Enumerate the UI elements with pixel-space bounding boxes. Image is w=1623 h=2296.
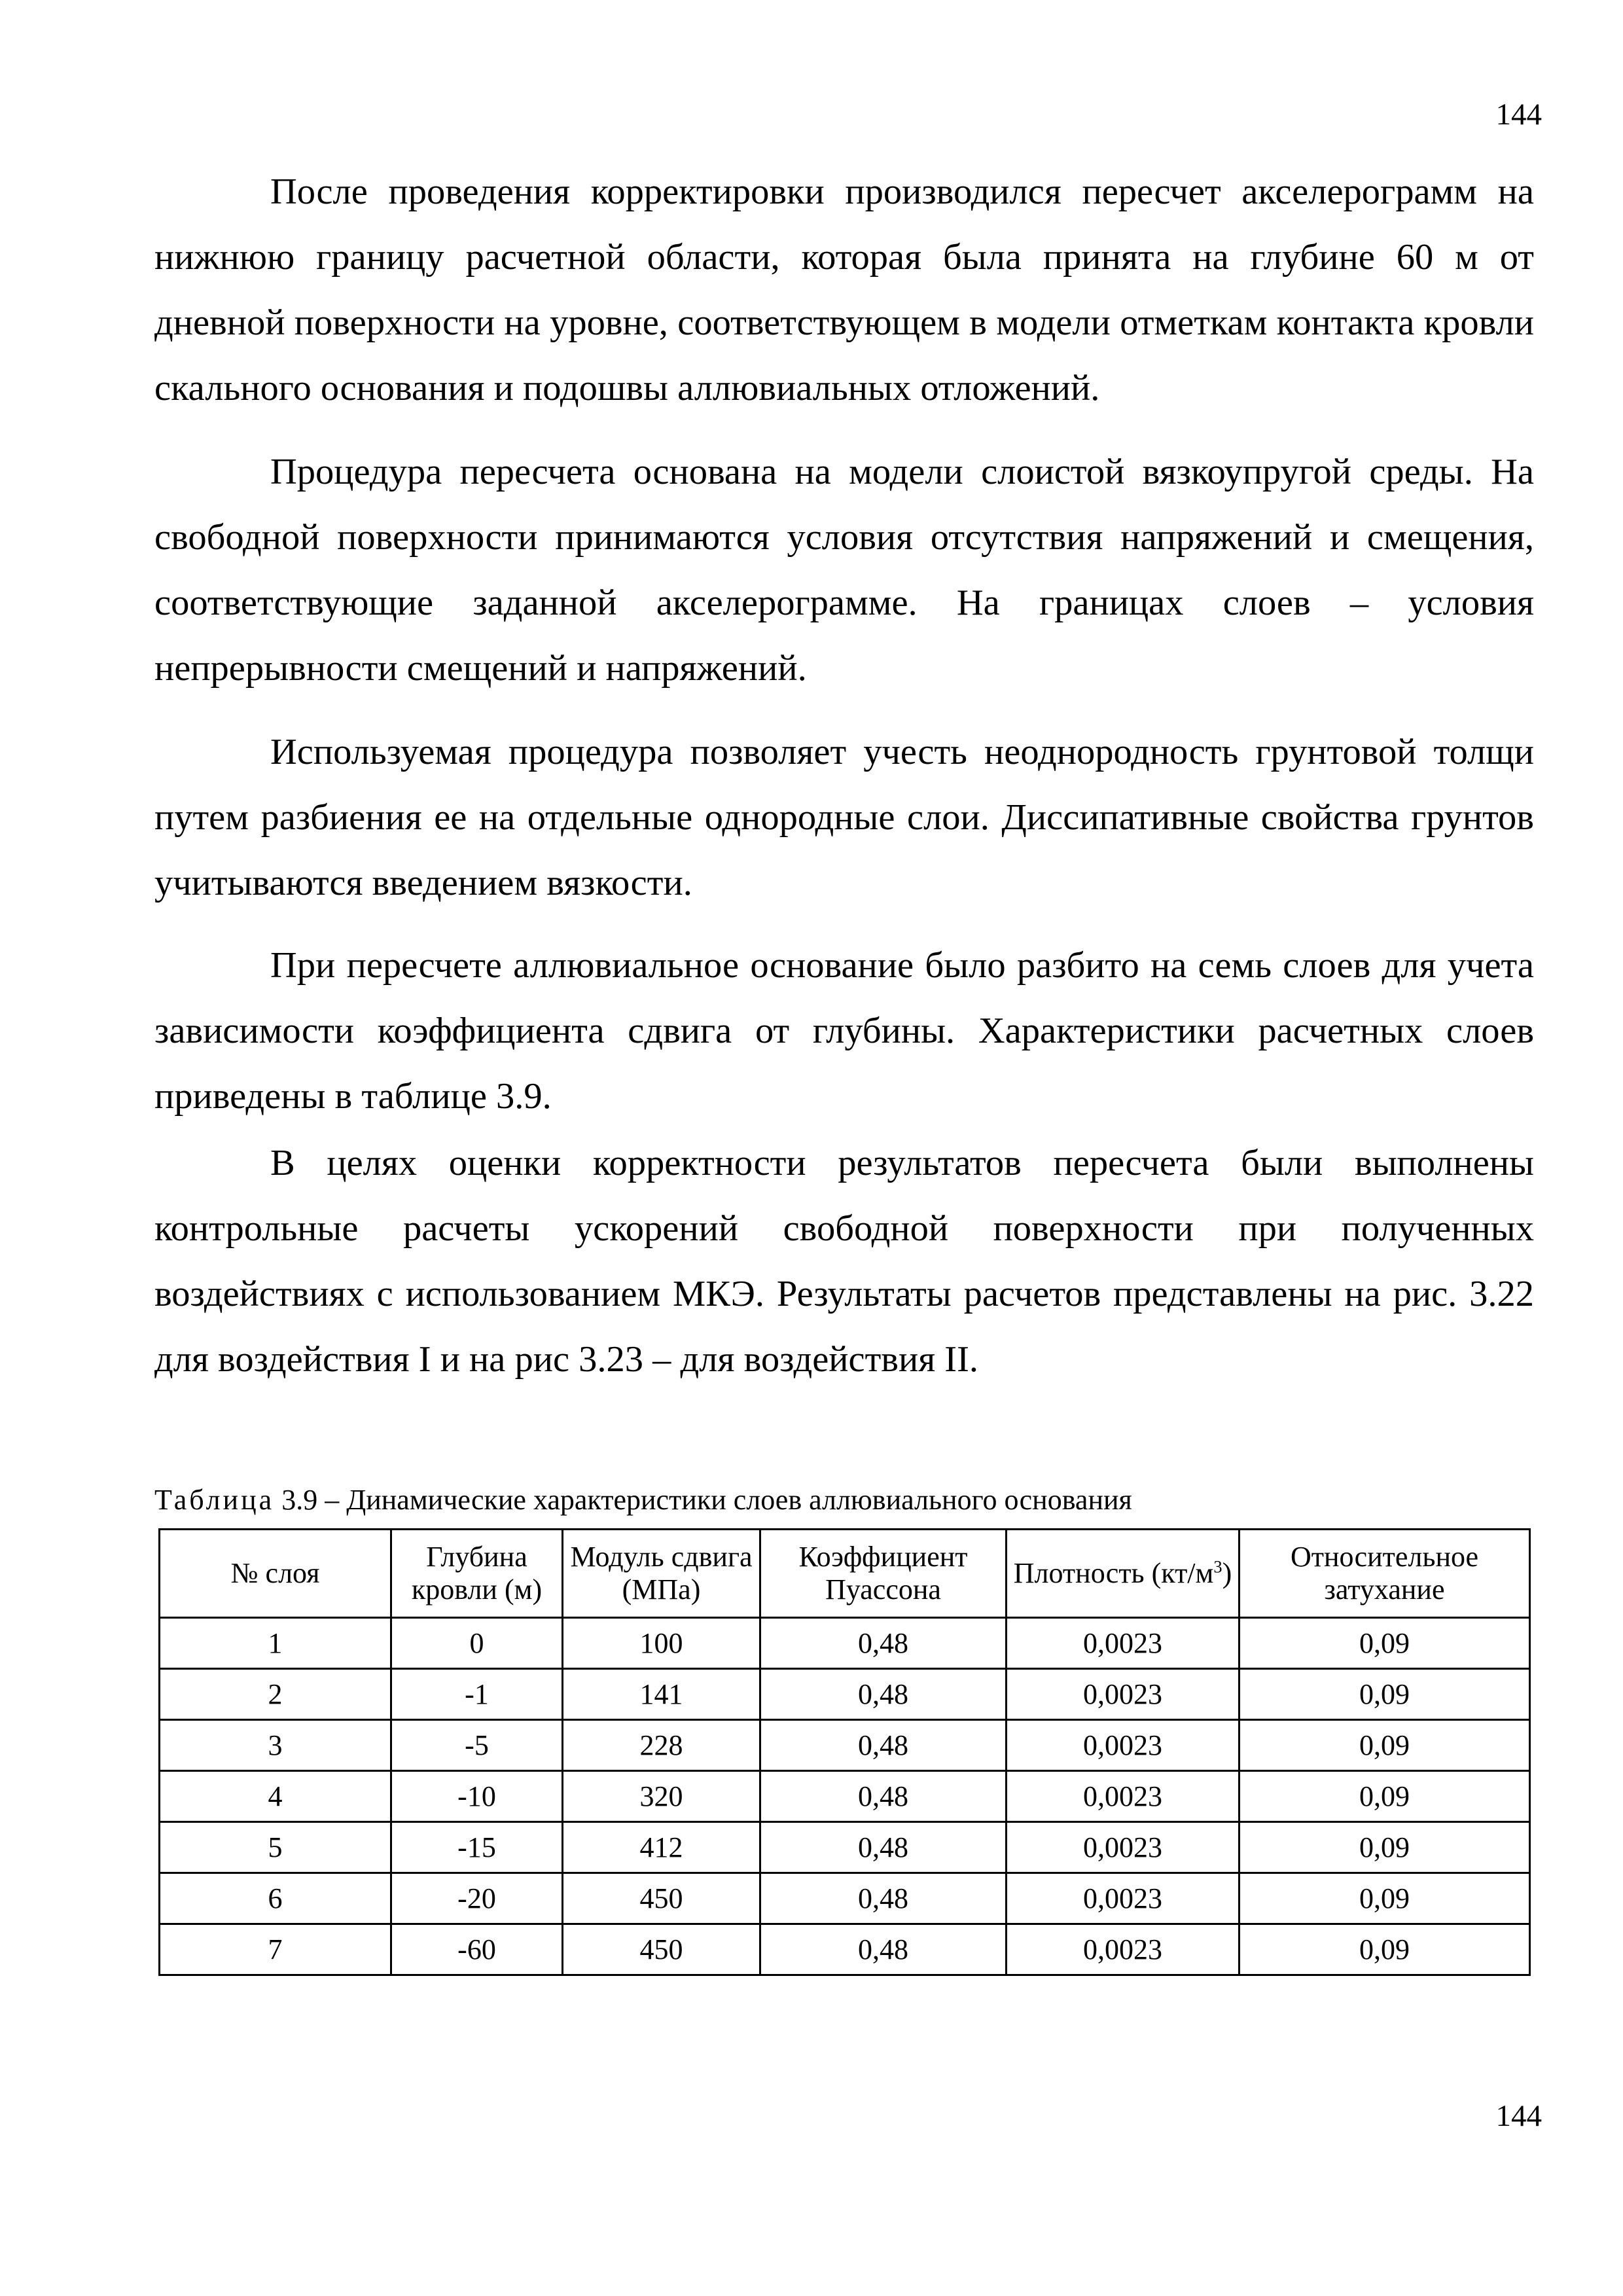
cell-layer: 5 (160, 1822, 391, 1873)
paragraph-3: Используемая процедура позволяет учесть неоднородность грунтовой толщи путем разбиения ее на отдельные однородные слои. Диссипативные свойства грунтов учитываются введением вязкости. (154, 732, 1534, 903)
header-damping-line1: Относительное (1290, 1541, 1479, 1573)
cell-depth: -10 (391, 1771, 563, 1822)
cell-density: 0,0023 (1007, 1771, 1240, 1822)
cell-depth: -60 (391, 1924, 563, 1975)
cell-depth: 0 (391, 1618, 563, 1669)
header-poisson (760, 1530, 1007, 1618)
cell-modulus: 228 (563, 1720, 760, 1771)
cell-layer: 7 (160, 1924, 391, 1975)
cell-depth: -5 (391, 1720, 563, 1771)
cell-poisson: 0,48 (760, 1618, 1007, 1669)
cell-layer: 2 (160, 1669, 391, 1720)
header-modulus (563, 1530, 760, 1618)
header-modulus-line2: (МПа) (622, 1573, 701, 1605)
cell-layer: 6 (160, 1873, 391, 1924)
cell-depth: -15 (391, 1822, 563, 1873)
cell-poisson: 0,48 (760, 1669, 1007, 1720)
cell-layer: 4 (160, 1771, 391, 1822)
header-density-exponent: 3 (1213, 1556, 1222, 1577)
table-header (160, 1530, 1530, 1618)
cell-damping: 0,09 (1240, 1618, 1530, 1669)
table-body (160, 1618, 1530, 1975)
cell-poisson: 0,48 (760, 1771, 1007, 1822)
paragraph-1: После проведения корректировки производился пересчет акселерограмм на нижнюю границу расчетной области, которая была принята на глубине 60 м от дневной поверхности на уровне, соответствующем в модели отметкам контакта кровли скального основания и подошвы аллювиальных отложений. (154, 171, 1534, 408)
cell-layer: 1 (160, 1618, 391, 1669)
cell-density: 0,0023 (1007, 1720, 1240, 1771)
cell-damping: 0,09 (1240, 1720, 1530, 1771)
paragraph-5: В целях оценки корректности результатов пересчета были выполнены контрольные расчеты ускорений свободной поверхности при полученных воздействиях с использованием МКЭ. Результаты расчетов представлены на рис. 3.22 для воздействия I и на рис 3.23 – для воздействия II. (154, 1143, 1534, 1380)
cell-density: 0,0023 (1007, 1618, 1240, 1669)
table-row (160, 1873, 1530, 1924)
header-depth-line1: Глубина (426, 1541, 527, 1573)
header-damping-line2: затухание (1324, 1573, 1445, 1605)
cell-depth: -1 (391, 1669, 563, 1720)
header-layer (160, 1530, 391, 1618)
table-row (160, 1822, 1530, 1873)
table-caption-text: 3.9 – Динамические характеристики слоев аллювиального основания (281, 1484, 1132, 1516)
cell-modulus: 141 (563, 1669, 760, 1720)
cell-density: 0,0023 (1007, 1822, 1240, 1873)
header-row (160, 1530, 1530, 1618)
header-depth (391, 1530, 563, 1618)
cell-damping: 0,09 (1240, 1822, 1530, 1873)
cell-poisson: 0,48 (760, 1873, 1007, 1924)
cell-modulus: 412 (563, 1822, 760, 1873)
cell-poisson: 0,48 (760, 1720, 1007, 1771)
header-poisson-line1: Коэффициент (798, 1541, 968, 1573)
cell-modulus: 320 (563, 1771, 760, 1822)
cell-layer: 3 (160, 1720, 391, 1771)
cell-damping: 0,09 (1240, 1873, 1530, 1924)
cell-modulus: 450 (563, 1873, 760, 1924)
page-number-bottom: 144 (1495, 2099, 1542, 2133)
table-caption-label: Таблица (154, 1484, 275, 1516)
header-poisson-line2: Пуассона (825, 1573, 941, 1605)
cell-poisson: 0,48 (760, 1924, 1007, 1975)
layers-table (158, 1528, 1531, 1976)
header-density-close: ) (1222, 1557, 1232, 1589)
table-row (160, 1720, 1530, 1771)
header-density (1007, 1530, 1240, 1618)
cell-density: 0,0023 (1007, 1924, 1240, 1975)
header-depth-line2: кровли (м) (411, 1573, 543, 1605)
header-modulus-line1: Модуль сдвига (570, 1541, 753, 1573)
cell-density: 0,0023 (1007, 1873, 1240, 1924)
cell-modulus: 450 (563, 1924, 760, 1975)
paragraph-4: При пересчете аллювиальное основание было разбито на семь слоев для учета зависимости коэффициента сдвига от глубины. Характеристики расчетных слоев приведены в таблице 3.9. (154, 945, 1534, 1117)
paragraph-2: Процедура пересчета основана на модели слоистой вязкоупругой среды. На свободной поверхности принимаются условия отсутствия напряжений и смещения, соответствующие заданной акселерограмме. На границах слоев – условия непрерывности смещений и напряжений. (154, 452, 1534, 689)
table-row (160, 1618, 1530, 1669)
header-density-label: Плотность (кт/м (1013, 1557, 1214, 1589)
cell-damping: 0,09 (1240, 1669, 1530, 1720)
table-row (160, 1924, 1530, 1975)
cell-density: 0,0023 (1007, 1669, 1240, 1720)
cell-depth: -20 (391, 1873, 563, 1924)
cell-modulus: 100 (563, 1618, 760, 1669)
table-row (160, 1771, 1530, 1822)
page-number-top: 144 (1495, 98, 1542, 132)
cell-damping: 0,09 (1240, 1924, 1530, 1975)
cell-damping: 0,09 (1240, 1771, 1530, 1822)
table-caption (154, 1480, 1132, 1520)
table-row (160, 1669, 1530, 1720)
header-damping (1240, 1530, 1530, 1618)
header-layer-label: № слоя (230, 1557, 320, 1589)
cell-poisson: 0,48 (760, 1822, 1007, 1873)
